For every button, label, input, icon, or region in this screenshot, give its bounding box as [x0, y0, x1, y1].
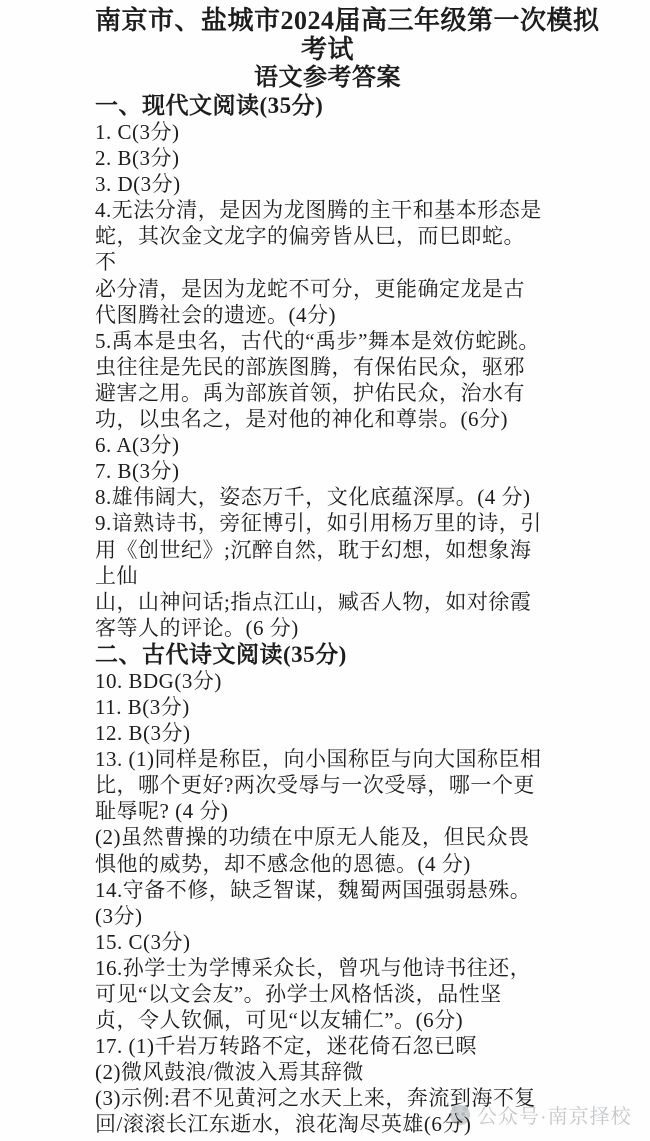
- answer-line: (3)示例:君不见黄河之水天上来，奔流到海不复: [95, 1086, 536, 1111]
- answer-line: 8.雄伟阔大，姿态万千，文化底蕴深厚。(4 分): [95, 485, 531, 510]
- answer-line: 功，以虫名之，是对他的神化和尊崇。(6分): [95, 407, 508, 432]
- answer-line: 代图腾社会的遗迹。(4分): [95, 302, 336, 327]
- answer-line: 上仙: [95, 563, 138, 588]
- answer-line: 4.无法分清，是因为龙图腾的主干和基本形态是: [95, 198, 542, 223]
- answer-line: 3. D(3分): [95, 172, 181, 197]
- answer-line: 山，山神问话;指点江山，臧否人物，如对徐霞: [95, 589, 532, 614]
- answer-line: 虫往往是先民的部族图腾，有保佑民众，驱邪: [95, 354, 525, 379]
- watermark-text: 公众号·南京择校: [477, 1106, 632, 1128]
- answer-line: 客等人的评论。(6 分): [95, 615, 299, 640]
- answer-line: 7. B(3分): [95, 459, 180, 484]
- answer-line: 13. (1)同样是称臣，向小国称臣与向大国称臣相: [95, 747, 542, 772]
- answer-line: 6. A(3分): [95, 433, 180, 458]
- answer-line: 可见“以文会友”。孙学士风格恬淡，品性坚: [95, 982, 502, 1006]
- answer-line: 耻辱呢? (4 分): [95, 799, 229, 824]
- answer-line: 11. B(3分): [95, 694, 190, 719]
- answer-line: 5.禹本是虫名，古代的“禹步”舞本是效仿蛇跳。: [95, 328, 540, 353]
- doc-title-line1: 南京市、盐城市2024届高三年级第一次模拟: [95, 6, 600, 35]
- answer-line: (2)虽然曹操的功绩在中原无人能及，但民众畏: [95, 825, 530, 850]
- answer-line: 12. B(3分): [95, 721, 191, 746]
- section-1-heading: 一、现代文阅读(35分): [95, 93, 324, 118]
- answer-line: 17. (1)千岩万转路不定，迷花倚石忽已暝: [95, 1034, 477, 1059]
- answer-line: 回/滚滚长江东逝水，浪花淘尽英雄(6分): [95, 1112, 472, 1137]
- answer-line: 必分清，是因为龙蛇不可分，更能确定龙是古: [95, 276, 525, 301]
- answer-line: 用《创世纪》;沉醉自然，耽于幻想，如想象海: [95, 537, 532, 562]
- doc-title-line2: 考试: [300, 35, 354, 64]
- section-2-heading: 二、古代诗文阅读(35分): [95, 641, 347, 667]
- answer-line: 16.孙学士为学博采众长，曾巩与他诗书往还，: [95, 955, 532, 980]
- answer-line: (3分): [95, 903, 143, 928]
- answer-line: 蛇，其次金文龙字的偏旁皆从巳，而巳即蛇。: [95, 224, 525, 249]
- answer-line: 贞，令人钦佩，可见“以友辅仁”。(6分): [95, 1008, 464, 1033]
- answer-line: 避害之用。禹为部族首领，护佑民众，治水有: [95, 380, 525, 405]
- doc-subtitle: 语文参考答案: [254, 65, 401, 91]
- answer-line: 10. BDG(3分): [95, 668, 222, 693]
- answer-line: 不: [95, 250, 117, 275]
- answer-line: 惧他的威势，却不感念他的恩德。(4 分): [95, 851, 471, 876]
- answer-line: 15. C(3分): [95, 929, 191, 954]
- document-content: [95, 6, 600, 1138]
- answer-line: 9.谙熟诗书，旁征博引，如引用杨万里的诗，引: [95, 511, 542, 536]
- answer-line: 比，哪个更好?两次受辱与一次受辱，哪一个更: [95, 773, 535, 798]
- answer-line: (2)微风鼓浪/微波入焉其辞微: [95, 1060, 364, 1085]
- answer-line: 14.守备不修，缺乏智谋，魏蜀两国强弱悬殊。: [95, 877, 532, 902]
- answer-line: 1. C(3分): [95, 120, 180, 144]
- answer-line: 2. B(3分): [95, 146, 180, 171]
